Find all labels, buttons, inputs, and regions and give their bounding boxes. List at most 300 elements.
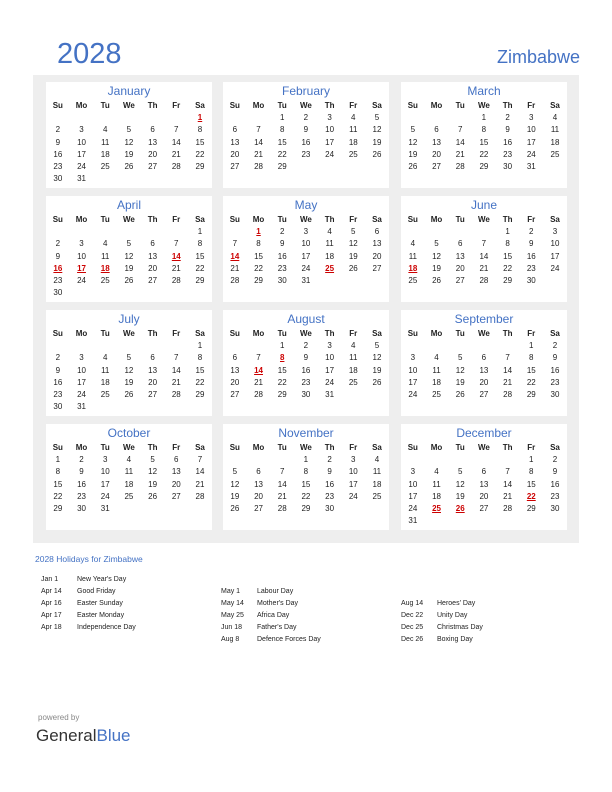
day-cell[interactable]: 3	[303, 227, 309, 237]
day-cell[interactable]: 31	[408, 516, 418, 526]
day-cell[interactable]: 27	[230, 389, 240, 399]
day-cell[interactable]: 29	[526, 503, 536, 513]
day-cell[interactable]: 13	[171, 467, 181, 477]
day-cell[interactable]: 10	[77, 137, 86, 147]
day-cell[interactable]: 27	[230, 161, 240, 171]
day-cell[interactable]: 19	[124, 377, 134, 387]
day-cell[interactable]: 5	[150, 455, 155, 465]
day-cell[interactable]: 5	[351, 227, 356, 237]
day-cell[interactable]: 1	[481, 113, 487, 123]
day-cell[interactable]: 24	[550, 263, 560, 273]
day-cell[interactable]: 23	[550, 491, 560, 501]
day-cell[interactable]: 3	[351, 455, 356, 465]
day-cell[interactable]: 13	[148, 365, 158, 375]
day-cell[interactable]: 21	[254, 377, 263, 387]
day-cell[interactable]: 31	[526, 161, 536, 171]
holiday-day[interactable]: 25	[325, 263, 335, 273]
day-cell[interactable]: 2	[552, 455, 558, 465]
day-cell[interactable]: 13	[432, 137, 441, 147]
day-cell[interactable]: 20	[372, 251, 382, 261]
day-cell[interactable]: 17	[325, 365, 335, 375]
day-cell[interactable]: 12	[455, 479, 465, 489]
holiday-day[interactable]: 8	[279, 353, 285, 363]
day-cell[interactable]: 12	[432, 251, 441, 261]
day-cell[interactable]: 31	[100, 503, 110, 513]
day-cell[interactable]: 23	[77, 491, 86, 501]
day-cell[interactable]: 15	[503, 251, 513, 261]
day-cell[interactable]: 20	[230, 377, 240, 387]
day-cell[interactable]: 4	[327, 227, 332, 237]
day-cell[interactable]: 7	[197, 455, 203, 465]
day-cell[interactable]: 25	[124, 491, 134, 501]
day-cell[interactable]: 9	[529, 239, 534, 249]
day-cell[interactable]: 26	[230, 503, 240, 513]
day-cell[interactable]: 29	[301, 503, 311, 513]
day-cell[interactable]: 12	[124, 365, 134, 375]
day-cell[interactable]: 15	[195, 365, 205, 375]
day-cell[interactable]: 7	[481, 239, 487, 249]
day-cell[interactable]: 16	[53, 377, 63, 387]
day-cell[interactable]: 30	[277, 275, 287, 285]
day-cell[interactable]: 6	[481, 353, 487, 363]
day-cell[interactable]: 14	[479, 251, 489, 261]
day-cell[interactable]: 4	[434, 353, 439, 363]
day-cell[interactable]: 10	[325, 353, 335, 363]
day-cell[interactable]: 2	[505, 113, 510, 123]
day-cell[interactable]: 29	[254, 275, 263, 285]
day-cell[interactable]: 2	[303, 113, 309, 123]
day-cell[interactable]: 30	[550, 503, 560, 513]
day-cell[interactable]: 30	[77, 503, 86, 513]
day-cell[interactable]: 16	[526, 251, 536, 261]
day-cell[interactable]: 18	[325, 251, 335, 261]
holiday-day[interactable]: 14	[230, 251, 240, 261]
day-cell[interactable]: 15	[195, 251, 205, 261]
day-cell[interactable]: 6	[150, 353, 155, 363]
day-cell[interactable]: 11	[408, 251, 417, 261]
day-cell[interactable]: 18	[372, 479, 382, 489]
day-cell[interactable]: 5	[374, 341, 380, 351]
day-cell[interactable]: 8	[197, 239, 203, 249]
day-cell[interactable]: 4	[126, 455, 132, 465]
day-cell[interactable]: 8	[55, 467, 61, 477]
day-cell[interactable]: 10	[348, 467, 358, 477]
day-cell[interactable]: 5	[410, 125, 416, 135]
day-cell[interactable]: 14	[171, 365, 181, 375]
day-cell[interactable]: 20	[148, 377, 158, 387]
day-cell[interactable]: 3	[79, 239, 84, 249]
day-cell[interactable]: 28	[254, 161, 263, 171]
day-cell[interactable]: 6	[481, 467, 487, 477]
day-cell[interactable]: 24	[77, 275, 86, 285]
day-cell[interactable]: 14	[254, 137, 263, 147]
day-cell[interactable]: 13	[372, 239, 382, 249]
day-cell[interactable]: 3	[327, 341, 332, 351]
day-cell[interactable]: 18	[550, 137, 560, 147]
day-cell[interactable]: 23	[53, 275, 63, 285]
day-cell[interactable]: 8	[197, 125, 203, 135]
day-cell[interactable]: 3	[552, 227, 558, 237]
day-cell[interactable]: 19	[124, 149, 134, 159]
day-cell[interactable]: 30	[301, 389, 311, 399]
day-cell[interactable]: 12	[124, 137, 134, 147]
day-cell[interactable]: 24	[77, 161, 86, 171]
day-cell[interactable]: 25	[100, 275, 110, 285]
day-cell[interactable]: 20	[230, 149, 240, 159]
holiday-day[interactable]: 14	[171, 251, 181, 261]
day-cell[interactable]: 15	[526, 365, 536, 375]
day-cell[interactable]: 17	[526, 137, 536, 147]
day-cell[interactable]: 23	[301, 377, 311, 387]
day-cell[interactable]: 2	[303, 341, 309, 351]
day-cell[interactable]: 16	[53, 149, 63, 159]
day-cell[interactable]: 1	[279, 113, 285, 123]
day-cell[interactable]: 17	[325, 137, 335, 147]
day-cell[interactable]: 18	[124, 479, 134, 489]
day-cell[interactable]: 4	[102, 239, 108, 249]
day-cell[interactable]: 2	[55, 239, 61, 249]
day-cell[interactable]: 11	[101, 251, 110, 261]
day-cell[interactable]: 10	[77, 251, 86, 261]
day-cell[interactable]: 23	[503, 149, 513, 159]
day-cell[interactable]: 11	[372, 467, 382, 477]
day-cell[interactable]: 22	[277, 149, 287, 159]
day-cell[interactable]: 5	[232, 467, 238, 477]
day-cell[interactable]: 18	[100, 149, 110, 159]
holiday-day[interactable]: 22	[526, 491, 536, 501]
day-cell[interactable]: 7	[256, 125, 261, 135]
day-cell[interactable]: 20	[479, 491, 489, 501]
day-cell[interactable]: 22	[195, 263, 205, 273]
day-cell[interactable]: 3	[79, 353, 84, 363]
day-cell[interactable]: 19	[124, 263, 134, 273]
day-cell[interactable]: 11	[349, 353, 358, 363]
day-cell[interactable]: 17	[301, 251, 311, 261]
day-cell[interactable]: 26	[124, 389, 134, 399]
day-cell[interactable]: 17	[77, 149, 86, 159]
day-cell[interactable]: 13	[479, 479, 489, 489]
day-cell[interactable]: 5	[434, 239, 439, 249]
day-cell[interactable]: 28	[171, 275, 181, 285]
day-cell[interactable]: 17	[550, 251, 560, 261]
day-cell[interactable]: 10	[301, 239, 311, 249]
day-cell[interactable]: 30	[53, 174, 63, 184]
day-cell[interactable]: 13	[230, 365, 240, 375]
day-cell[interactable]: 28	[254, 389, 263, 399]
day-cell[interactable]: 31	[301, 275, 311, 285]
day-cell[interactable]: 28	[479, 275, 489, 285]
day-cell[interactable]: 15	[301, 479, 311, 489]
day-cell[interactable]: 10	[408, 479, 418, 489]
day-cell[interactable]: 22	[195, 149, 205, 159]
day-cell[interactable]: 2	[55, 353, 61, 363]
day-cell[interactable]: 24	[325, 149, 335, 159]
holiday-day[interactable]: 16	[53, 263, 63, 273]
day-cell[interactable]: 2	[327, 455, 332, 465]
day-cell[interactable]: 11	[432, 365, 441, 375]
day-cell[interactable]: 15	[277, 365, 287, 375]
day-cell[interactable]: 24	[408, 389, 418, 399]
day-cell[interactable]: 12	[124, 251, 134, 261]
day-cell[interactable]: 28	[503, 503, 513, 513]
holiday-day[interactable]: 18	[408, 263, 418, 273]
day-cell[interactable]: 21	[171, 377, 181, 387]
day-cell[interactable]: 4	[552, 113, 558, 123]
day-cell[interactable]: 25	[100, 161, 110, 171]
day-cell[interactable]: 22	[526, 377, 536, 387]
day-cell[interactable]: 22	[254, 263, 263, 273]
day-cell[interactable]: 6	[174, 455, 179, 465]
day-cell[interactable]: 8	[197, 353, 203, 363]
day-cell[interactable]: 23	[277, 263, 287, 273]
day-cell[interactable]: 19	[432, 263, 441, 273]
day-cell[interactable]: 20	[455, 263, 465, 273]
day-cell[interactable]: 15	[195, 137, 205, 147]
day-cell[interactable]: 19	[455, 377, 465, 387]
day-cell[interactable]: 19	[372, 137, 382, 147]
brand-logo[interactable]	[36, 726, 131, 746]
day-cell[interactable]: 2	[552, 341, 558, 351]
day-cell[interactable]: 23	[325, 491, 335, 501]
day-cell[interactable]: 8	[529, 467, 534, 477]
day-cell[interactable]: 29	[53, 503, 63, 513]
day-cell[interactable]: 24	[526, 149, 536, 159]
day-cell[interactable]: 3	[410, 353, 416, 363]
day-cell[interactable]: 10	[408, 365, 418, 375]
day-cell[interactable]: 19	[408, 149, 418, 159]
day-cell[interactable]: 25	[408, 275, 418, 285]
day-cell[interactable]: 15	[479, 137, 489, 147]
day-cell[interactable]: 4	[351, 341, 356, 351]
day-cell[interactable]: 2	[279, 227, 285, 237]
day-cell[interactable]: 1	[505, 227, 510, 237]
day-cell[interactable]: 21	[503, 491, 513, 501]
day-cell[interactable]: 24	[325, 377, 335, 387]
day-cell[interactable]: 9	[505, 125, 510, 135]
day-cell[interactable]: 31	[325, 389, 335, 399]
day-cell[interactable]: 29	[195, 275, 205, 285]
day-cell[interactable]: 21	[503, 377, 513, 387]
day-cell[interactable]: 11	[432, 479, 441, 489]
day-cell[interactable]: 2	[529, 227, 534, 237]
day-cell[interactable]: 30	[325, 503, 335, 513]
day-cell[interactable]: 14	[503, 479, 513, 489]
day-cell[interactable]: 27	[479, 503, 489, 513]
day-cell[interactable]: 20	[148, 263, 158, 273]
day-cell[interactable]: 14	[455, 137, 465, 147]
day-cell[interactable]: 8	[481, 125, 487, 135]
day-cell[interactable]: 23	[526, 263, 536, 273]
day-cell[interactable]: 24	[301, 263, 311, 273]
day-cell[interactable]: 26	[372, 149, 382, 159]
day-cell[interactable]: 6	[457, 239, 463, 249]
day-cell[interactable]: 28	[195, 491, 205, 501]
day-cell[interactable]: 5	[374, 113, 380, 123]
day-cell[interactable]: 22	[195, 377, 205, 387]
day-cell[interactable]: 17	[408, 377, 418, 387]
day-cell[interactable]: 26	[455, 389, 465, 399]
day-cell[interactable]: 5	[126, 353, 132, 363]
day-cell[interactable]: 16	[550, 365, 560, 375]
day-cell[interactable]: 21	[230, 263, 240, 273]
day-cell[interactable]: 6	[434, 125, 439, 135]
day-cell[interactable]: 19	[230, 491, 240, 501]
day-cell[interactable]: 6	[256, 467, 261, 477]
day-cell[interactable]: 27	[148, 161, 158, 171]
day-cell[interactable]: 16	[301, 137, 311, 147]
day-cell[interactable]: 30	[526, 275, 536, 285]
day-cell[interactable]: 5	[126, 239, 132, 249]
day-cell[interactable]: 26	[148, 491, 158, 501]
holiday-day[interactable]: 26	[455, 503, 465, 513]
day-cell[interactable]: 25	[100, 389, 110, 399]
day-cell[interactable]: 11	[550, 125, 560, 135]
day-cell[interactable]: 9	[55, 137, 61, 147]
day-cell[interactable]: 1	[279, 341, 285, 351]
day-cell[interactable]: 19	[372, 365, 382, 375]
day-cell[interactable]: 5	[126, 125, 132, 135]
day-cell[interactable]: 13	[230, 137, 240, 147]
day-cell[interactable]: 18	[348, 137, 358, 147]
day-cell[interactable]: 1	[303, 455, 309, 465]
day-cell[interactable]: 23	[301, 149, 311, 159]
day-cell[interactable]: 25	[432, 389, 441, 399]
day-cell[interactable]: 19	[148, 479, 158, 489]
day-cell[interactable]: 7	[174, 239, 179, 249]
day-cell[interactable]: 25	[348, 377, 358, 387]
day-cell[interactable]: 16	[550, 479, 560, 489]
day-cell[interactable]: 31	[77, 402, 86, 412]
day-cell[interactable]: 4	[102, 125, 108, 135]
day-cell[interactable]: 29	[195, 389, 205, 399]
day-cell[interactable]: 27	[171, 491, 181, 501]
day-cell[interactable]: 9	[55, 365, 61, 375]
day-cell[interactable]: 3	[327, 113, 332, 123]
day-cell[interactable]: 28	[455, 161, 465, 171]
day-cell[interactable]: 31	[77, 174, 86, 184]
day-cell[interactable]: 2	[79, 455, 84, 465]
day-cell[interactable]: 22	[301, 491, 311, 501]
day-cell[interactable]: 7	[256, 353, 261, 363]
day-cell[interactable]: 27	[372, 263, 382, 273]
day-cell[interactable]: 29	[195, 161, 205, 171]
day-cell[interactable]: 26	[348, 263, 358, 273]
day-cell[interactable]: 20	[171, 479, 181, 489]
day-cell[interactable]: 8	[279, 125, 285, 135]
day-cell[interactable]: 17	[77, 377, 86, 387]
day-cell[interactable]: 29	[526, 389, 536, 399]
day-cell[interactable]: 9	[55, 251, 61, 261]
day-cell[interactable]: 28	[230, 275, 240, 285]
day-cell[interactable]: 15	[53, 479, 63, 489]
day-cell[interactable]: 7	[279, 467, 285, 477]
holiday-day[interactable]: 1	[197, 113, 203, 123]
day-cell[interactable]: 12	[348, 239, 358, 249]
day-cell[interactable]: 9	[79, 467, 84, 477]
day-cell[interactable]: 6	[232, 353, 238, 363]
day-cell[interactable]: 30	[550, 389, 560, 399]
day-cell[interactable]: 1	[197, 227, 203, 237]
day-cell[interactable]: 13	[148, 251, 158, 261]
holiday-day[interactable]: 17	[77, 263, 86, 273]
day-cell[interactable]: 9	[552, 467, 558, 477]
day-cell[interactable]: 30	[53, 288, 63, 298]
day-cell[interactable]: 10	[550, 239, 560, 249]
day-cell[interactable]: 1	[55, 455, 61, 465]
day-cell[interactable]: 7	[232, 239, 238, 249]
day-cell[interactable]: 1	[197, 341, 203, 351]
day-cell[interactable]: 7	[174, 353, 179, 363]
day-cell[interactable]: 14	[171, 137, 181, 147]
day-cell[interactable]: 11	[325, 239, 334, 249]
day-cell[interactable]: 25	[348, 149, 358, 159]
holiday-day[interactable]: 18	[100, 263, 110, 273]
day-cell[interactable]: 24	[100, 491, 110, 501]
day-cell[interactable]: 28	[171, 389, 181, 399]
day-cell[interactable]: 26	[372, 377, 382, 387]
day-cell[interactable]: 24	[348, 491, 358, 501]
day-cell[interactable]: 18	[432, 491, 441, 501]
day-cell[interactable]: 21	[479, 263, 489, 273]
day-cell[interactable]: 6	[150, 125, 155, 135]
day-cell[interactable]: 19	[348, 251, 358, 261]
day-cell[interactable]: 6	[150, 239, 155, 249]
day-cell[interactable]: 28	[503, 389, 513, 399]
day-cell[interactable]: 3	[102, 455, 108, 465]
day-cell[interactable]: 15	[277, 137, 287, 147]
day-cell[interactable]: 15	[254, 251, 263, 261]
day-cell[interactable]: 29	[277, 389, 287, 399]
day-cell[interactable]: 26	[408, 161, 418, 171]
day-cell[interactable]: 11	[101, 365, 110, 375]
day-cell[interactable]: 2	[55, 125, 61, 135]
day-cell[interactable]: 11	[101, 137, 110, 147]
day-cell[interactable]: 7	[457, 125, 463, 135]
day-cell[interactable]: 12	[408, 137, 418, 147]
day-cell[interactable]: 17	[348, 479, 358, 489]
day-cell[interactable]: 4	[351, 113, 356, 123]
day-cell[interactable]: 7	[505, 467, 510, 477]
day-cell[interactable]: 29	[277, 161, 287, 171]
day-cell[interactable]: 9	[303, 353, 309, 363]
day-cell[interactable]: 18	[432, 377, 441, 387]
day-cell[interactable]: 15	[526, 479, 536, 489]
day-cell[interactable]: 11	[124, 467, 134, 477]
day-cell[interactable]: 30	[53, 402, 63, 412]
day-cell[interactable]: 13	[148, 137, 158, 147]
day-cell[interactable]: 27	[254, 503, 263, 513]
day-cell[interactable]: 18	[100, 377, 110, 387]
day-cell[interactable]: 8	[505, 239, 510, 249]
holiday-day[interactable]: 25	[432, 503, 441, 513]
day-cell[interactable]: 12	[455, 365, 465, 375]
day-cell[interactable]: 21	[171, 149, 181, 159]
day-cell[interactable]: 16	[77, 479, 86, 489]
day-cell[interactable]: 21	[455, 149, 465, 159]
day-cell[interactable]: 26	[124, 275, 134, 285]
day-cell[interactable]: 10	[325, 125, 335, 135]
holiday-day[interactable]: 1	[256, 227, 261, 237]
day-cell[interactable]: 4	[434, 467, 439, 477]
day-cell[interactable]: 21	[195, 479, 205, 489]
day-cell[interactable]: 10	[77, 365, 86, 375]
day-cell[interactable]: 25	[550, 149, 560, 159]
day-cell[interactable]: 12	[372, 125, 382, 135]
day-cell[interactable]: 18	[348, 365, 358, 375]
day-cell[interactable]: 14	[277, 479, 287, 489]
day-cell[interactable]: 6	[232, 125, 238, 135]
day-cell[interactable]: 12	[372, 353, 382, 363]
